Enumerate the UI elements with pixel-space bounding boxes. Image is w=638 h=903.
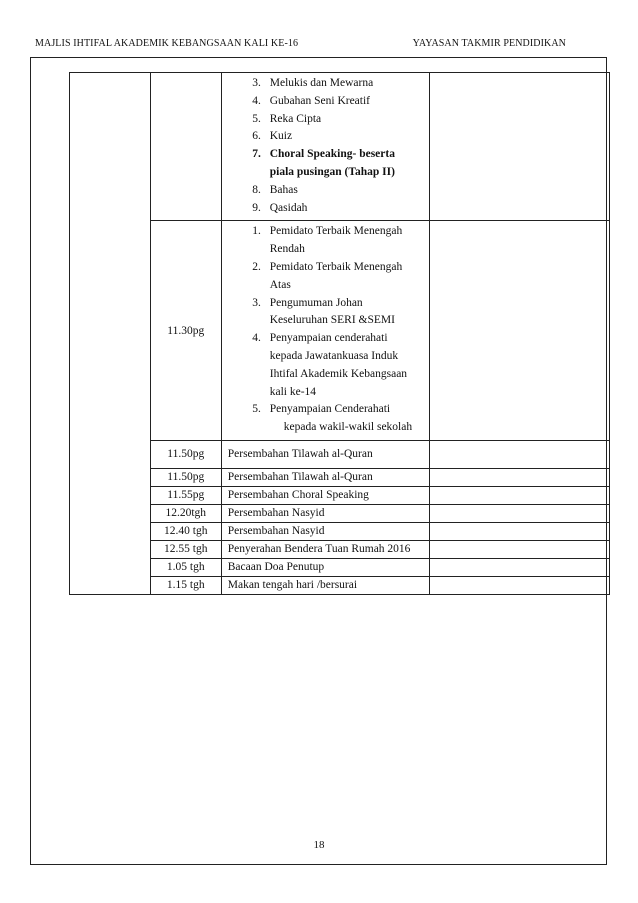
activity-cell: Makan tengah hari /bersurai <box>221 576 430 594</box>
remarks-cell <box>430 504 610 522</box>
list-item: 2. Pemidato Terbaik Menengah Atas <box>264 259 424 295</box>
table-row <box>70 440 610 468</box>
list-item: 9. Qasidah <box>264 200 424 218</box>
table-row <box>70 558 610 576</box>
remarks-cell <box>430 522 610 540</box>
table-row <box>70 576 610 594</box>
activity-cell: Persembahan Tilawah al-Quran <box>221 440 430 468</box>
activity-cell: Persembahan Nasyid <box>221 522 430 540</box>
time-cell: 11.50pg <box>150 440 221 468</box>
table-row <box>70 522 610 540</box>
list-item: 3. Pengumuman Johan Keseluruhan SERI &SEMI <box>264 295 424 331</box>
activity-cell: Bacaan Doa Penutup <box>221 558 430 576</box>
empty-cell <box>70 73 151 595</box>
table-row <box>70 504 610 522</box>
remarks-cell <box>430 221 610 441</box>
time-cell: 12.55 tgh <box>150 540 221 558</box>
remarks-cell <box>430 576 610 594</box>
list-item: 4. Gubahan Seni Kreatif <box>264 93 424 111</box>
activity-cell: Penyerahan Bendera Tuan Rumah 2016 <box>221 540 430 558</box>
remarks-cell <box>430 540 610 558</box>
activity-cell <box>221 221 430 441</box>
time-cell: 1.15 tgh <box>150 576 221 594</box>
list-item: 5. Reka Cipta <box>264 111 424 129</box>
time-cell: 12.40 tgh <box>150 522 221 540</box>
time-cell: 11.55pg <box>150 486 221 504</box>
table-row <box>70 486 610 504</box>
table-row <box>70 221 610 441</box>
list-item: 5. Penyampaian Cenderahati kepada wakil-wakil sekolah <box>264 401 424 437</box>
schedule-table <box>69 72 610 595</box>
time-cell <box>150 73 221 221</box>
activity-list <box>228 223 424 437</box>
list-item: 7. Choral Speaking- beserta piala pusingan (Tahap II) <box>264 146 424 182</box>
list-item: 6. Kuiz <box>264 128 424 146</box>
activity-list <box>228 75 424 217</box>
time-cell: 12.20tgh <box>150 504 221 522</box>
header-right: YAYASAN TAKMIR PENDIDIKAN <box>412 38 566 49</box>
header-left: MAJLIS IHTIFAL AKADEMIK KEBANGSAAN KALI KE-16 <box>35 38 299 49</box>
page-number: 18 <box>313 839 325 851</box>
remarks-cell <box>430 73 610 221</box>
table-row <box>70 468 610 486</box>
list-item: 8. Bahas <box>264 182 424 200</box>
activity-cell: Persembahan Tilawah al-Quran <box>221 468 430 486</box>
list-item: 3. Melukis dan Mewarna <box>264 75 424 93</box>
time-cell: 11.50pg <box>150 468 221 486</box>
activity-cell: Persembahan Choral Speaking <box>221 486 430 504</box>
activity-cell <box>221 73 430 221</box>
remarks-cell <box>430 440 610 468</box>
remarks-cell <box>430 558 610 576</box>
table-row <box>70 540 610 558</box>
activity-cell: Persembahan Nasyid <box>221 504 430 522</box>
list-item: 4. Penyampaian cenderahati kepada Jawatankuasa Induk Ihtifal Akademik Kebangsaan kali ke-14 <box>264 330 424 401</box>
time-cell: 11.30pg <box>150 221 221 441</box>
table-row <box>70 73 610 221</box>
time-cell: 1.05 tgh <box>150 558 221 576</box>
remarks-cell <box>430 468 610 486</box>
remarks-cell <box>430 486 610 504</box>
list-item: 1. Pemidato Terbaik Menengah Rendah <box>264 223 424 259</box>
